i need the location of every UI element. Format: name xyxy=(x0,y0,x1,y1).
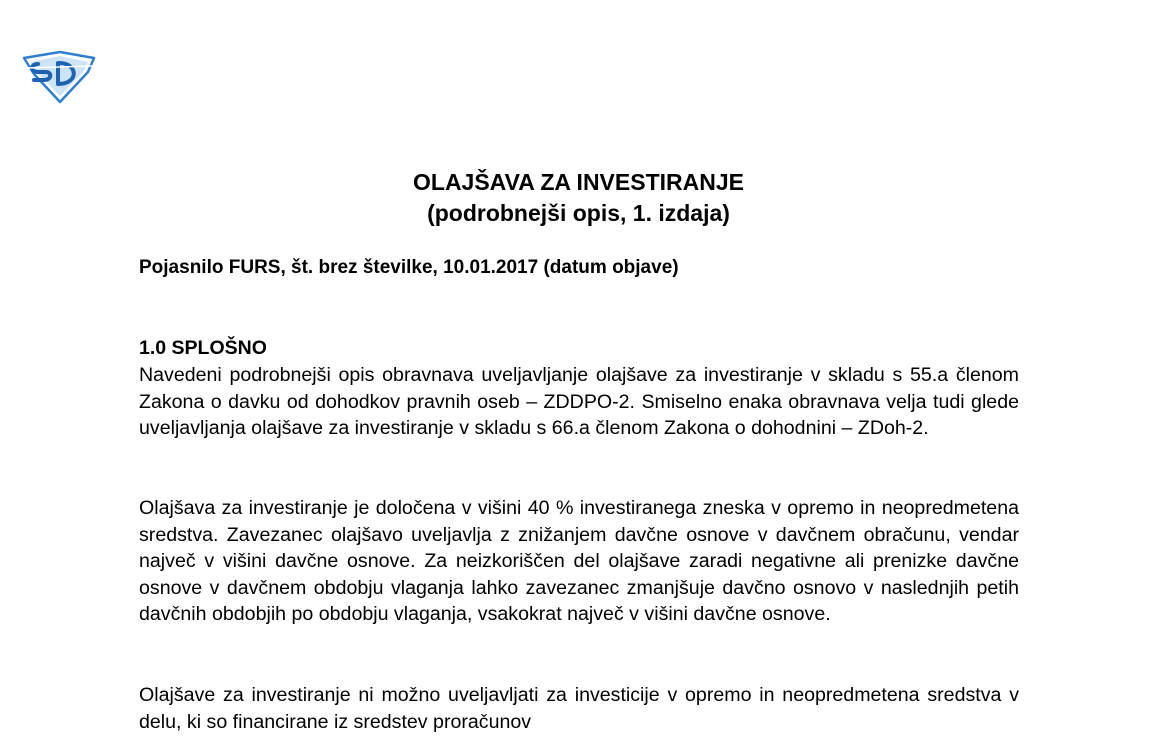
paragraph: Navedeni podrobnejši opis obravnava uveljavljanje olajšave za investiranje v skladu s 55.a členom Zakona o davku od dohodkov pravnih oseb – ZDDPO-2. Smiselno enaka obravnava velja tudi glede uveljavljanja olajšave za investiranje v skladu s 66.a členom Zakona o dohodnini – ZDoh-2. xyxy=(139,364,1019,440)
section-heading: 1.0 SPLOŠNO xyxy=(139,337,267,359)
document-subtitle: (podrobnejši opis, 1. izdaja) xyxy=(427,200,730,226)
logo xyxy=(22,50,96,104)
reference-line: Pojasnilo FURS, št. brez številke, 10.01.2017 (datum objave) xyxy=(139,257,679,278)
paragraph: Olajšave za investiranje ni možno uveljavljati za investicije v opremo in neopredmetena sredstva v delu, ki so financirane iz sredstev proračunov xyxy=(139,684,1019,733)
paragraph: Olajšava za investiranje je določena v višini 40 % investiranega zneska v opremo in neopredmetena sredstva. Zavezanec olajšavo uveljavlja z znižanjem davčne osnove v davčnem obračunu, vendar največ v višini davčne osnove. Za neizkoriščen del olajšave zaradi negativne ali prenizke davčne osnove v davčnem obdobju vlaganja lahko zavezanec zmanjšuje davčno osnovo v naslednjih petih davčnih obdobjih po obdobju vlaganja, vsakokrat največ v višini davčne osnove. xyxy=(139,497,1019,626)
document-title: OLAJŠAVA ZA INVESTIRANJE xyxy=(413,169,744,195)
sd-shield-logo-icon xyxy=(22,50,96,104)
